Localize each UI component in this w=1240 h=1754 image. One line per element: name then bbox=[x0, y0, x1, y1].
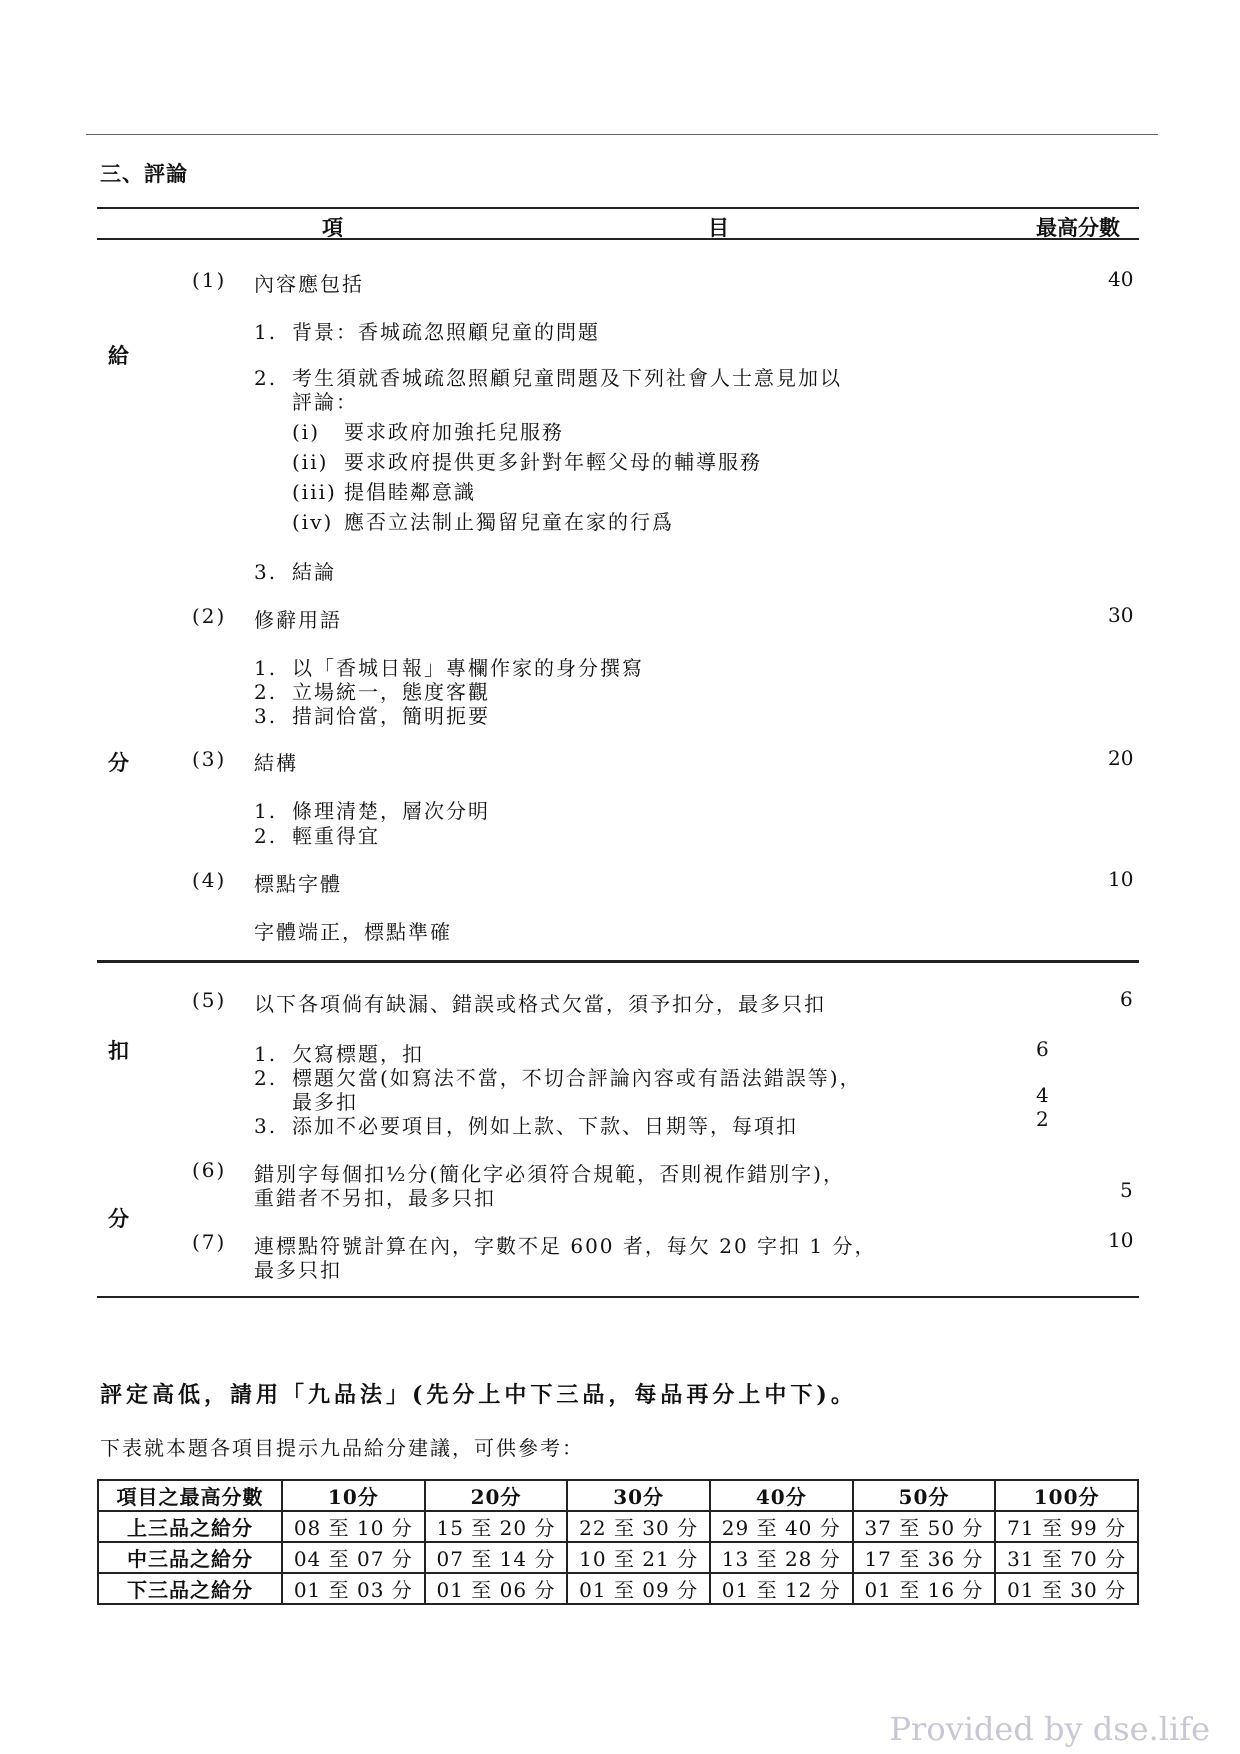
middle-rule bbox=[97, 960, 1139, 963]
grade-header-cell: 50分 bbox=[853, 1480, 996, 1511]
content-title: 內容應包括 bbox=[254, 272, 364, 296]
header-max-score: 最高分數 bbox=[1036, 215, 1120, 240]
content-sub-3 bbox=[292, 476, 476, 505]
punctuation-score: 10 bbox=[1108, 867, 1134, 891]
content-score: 40 bbox=[1108, 267, 1134, 291]
content-sub-2-text: 要求政府提供更多針對年輕父母的輔導服務 bbox=[344, 450, 762, 474]
content-sub-2-num: (ii) bbox=[292, 450, 329, 474]
punctuation-label: (4) bbox=[192, 868, 227, 892]
grade-cell: 37 至 50 分 bbox=[853, 1511, 996, 1542]
content-sub-3-text: 提倡睦鄰意識 bbox=[344, 480, 476, 504]
grade-row-label: 下三品之給分 bbox=[98, 1573, 282, 1604]
deduct-format-title: 以下各項倘有缺漏、錯誤或格式欠當，須予扣分，最多只扣 bbox=[254, 992, 826, 1016]
rhetoric-item-3-text: 措詞恰當，簡明扼要 bbox=[292, 704, 490, 728]
deduct-format-item-2-text: 標題欠當(如寫法不當，不切合評論內容或有語法錯誤等)， bbox=[292, 1066, 862, 1090]
deduct-format-item-1-value: 6 bbox=[1036, 1037, 1049, 1061]
content-sub-3-num: (iii) bbox=[292, 480, 337, 504]
structure-item-2-num: 2. bbox=[254, 824, 278, 848]
grade-cell: 01 至 09 分 bbox=[567, 1573, 710, 1604]
content-sub-4-text: 應否立法制止獨留兒童在家的行爲 bbox=[344, 510, 674, 534]
grade-cell: 04 至 07 分 bbox=[282, 1542, 425, 1573]
table-row bbox=[98, 1573, 1138, 1604]
rhetoric-title: 修辭用語 bbox=[254, 608, 342, 632]
content-item-2-num: 2. bbox=[254, 366, 278, 390]
content-item-1-text: 背景：香城疏忽照顧兒童的問題 bbox=[292, 320, 600, 344]
deduct-format-item-2-value: 4 bbox=[1036, 1083, 1049, 1107]
grade-cell: 01 至 12 分 bbox=[710, 1573, 853, 1604]
structure-item-1-text: 條理清楚，層次分明 bbox=[292, 799, 490, 823]
structure-item-2 bbox=[254, 820, 380, 849]
content-item-3-num: 3. bbox=[254, 560, 278, 584]
structure-item-2-text: 輕重得宜 bbox=[292, 824, 380, 848]
rhetoric-item-3-num: 3. bbox=[254, 704, 278, 728]
grade-cell: 01 至 03 分 bbox=[282, 1573, 425, 1604]
deduct-typo-label: (6) bbox=[192, 1158, 227, 1182]
content-item-2-text: 考生須就香城疏忽照顧兒童問題及下列社會人士意見加以 bbox=[292, 366, 842, 390]
grade-cell: 13 至 28 分 bbox=[710, 1542, 853, 1573]
deduct-format-item-3-num: 3. bbox=[254, 1114, 278, 1138]
note-grading: 評定高低，請用「九品法」(先分上中下三品，每品再分上中下)。 bbox=[100, 1382, 857, 1408]
deduct-length-line1: 連標點符號計算在內，字數不足 600 者，每欠 20 字扣 1 分， bbox=[254, 1234, 877, 1258]
content-label: (1) bbox=[192, 268, 227, 292]
structure-score: 20 bbox=[1108, 746, 1134, 770]
deduct-typo-score: 5 bbox=[1120, 1178, 1133, 1202]
rhetoric-item-2-num: 2. bbox=[254, 680, 278, 704]
content-item-3-text: 結論 bbox=[292, 560, 336, 584]
content-sub-4 bbox=[292, 506, 674, 535]
grade-row-label: 中三品之給分 bbox=[98, 1542, 282, 1573]
side-label-deduct-2: 分 bbox=[108, 1206, 129, 1231]
section-title: 三、評論 bbox=[100, 161, 188, 186]
rhetoric-item-1-num: 1. bbox=[254, 656, 278, 680]
grade-row-label: 上三品之給分 bbox=[98, 1511, 282, 1542]
grade-cell: 15 至 20 分 bbox=[425, 1511, 568, 1542]
side-label-give-2: 分 bbox=[108, 750, 129, 775]
side-label-give-1: 給 bbox=[108, 343, 129, 368]
grade-cell: 17 至 36 分 bbox=[853, 1542, 996, 1573]
grade-cell: 07 至 14 分 bbox=[425, 1542, 568, 1573]
deduct-typo-line1: 錯別字每個扣½分(簡化字必須符合規範，否則視作錯別字)， bbox=[254, 1162, 845, 1186]
content-item-3 bbox=[254, 556, 336, 585]
grade-table bbox=[97, 1479, 1139, 1605]
grade-cell: 01 至 30 分 bbox=[995, 1573, 1138, 1604]
content-sub-4-num: (iv) bbox=[292, 510, 334, 534]
grade-cell: 01 至 06 分 bbox=[425, 1573, 568, 1604]
deduct-format-label: (5) bbox=[192, 988, 227, 1012]
rhetoric-item-2-text: 立場統一，態度客觀 bbox=[292, 680, 490, 704]
deduct-format-item-1-text: 欠寫標題，扣 bbox=[292, 1042, 424, 1066]
content-item-1 bbox=[254, 316, 600, 345]
deduct-typo-line2: 重錯者不另扣，最多只扣 bbox=[254, 1186, 496, 1210]
deduct-length-score: 10 bbox=[1108, 1228, 1134, 1252]
punctuation-title: 標點字體 bbox=[254, 872, 342, 896]
structure-item-1-num: 1. bbox=[254, 799, 278, 823]
rhetoric-label: (2) bbox=[192, 604, 227, 628]
content-item-2-cont: 評論： bbox=[292, 390, 358, 414]
grade-header-cell: 40分 bbox=[710, 1480, 853, 1511]
content-item-1-num: 1. bbox=[254, 320, 278, 344]
header-col2: 目 bbox=[708, 215, 729, 240]
header-item: 項 bbox=[322, 215, 343, 240]
side-label-deduct-1: 扣 bbox=[108, 1038, 129, 1063]
grade-cell: 29 至 40 分 bbox=[710, 1511, 853, 1542]
watermark-link[interactable]: Provided by dse.life bbox=[889, 1710, 1210, 1748]
content-sub-1 bbox=[292, 416, 564, 445]
deduct-format-score: 6 bbox=[1120, 987, 1133, 1011]
deduct-format-item-2-cont: 最多扣 bbox=[292, 1090, 358, 1114]
bottom-rule bbox=[97, 1296, 1139, 1298]
rhetoric-score: 30 bbox=[1108, 603, 1134, 627]
grade-cell: 71 至 99 分 bbox=[995, 1511, 1138, 1542]
grade-header-cell: 20分 bbox=[425, 1480, 568, 1511]
content-sub-2 bbox=[292, 446, 762, 475]
structure-title: 結構 bbox=[254, 751, 298, 775]
grade-cell: 08 至 10 分 bbox=[282, 1511, 425, 1542]
grade-header-cell: 100分 bbox=[995, 1480, 1138, 1511]
deduct-format-item-3-text: 添加不必要項目，例如上款、下款、日期等，每項扣 bbox=[292, 1114, 798, 1138]
grade-cell: 22 至 30 分 bbox=[567, 1511, 710, 1542]
deduct-length-line2: 最多只扣 bbox=[254, 1258, 342, 1282]
deduct-format-item-1-num: 1. bbox=[254, 1042, 278, 1066]
table-row bbox=[98, 1542, 1138, 1573]
header-rule bbox=[97, 238, 1139, 240]
grade-header-cell: 10分 bbox=[282, 1480, 425, 1511]
grade-header-cell: 項目之最高分數 bbox=[98, 1480, 282, 1511]
rhetoric-item-3 bbox=[254, 700, 490, 729]
content-sub-1-text: 要求政府加強托兒服務 bbox=[344, 420, 564, 444]
structure-label: (3) bbox=[192, 747, 227, 771]
deduct-format-item-2-num: 2. bbox=[254, 1066, 278, 1090]
content-sub-1-num: (i) bbox=[292, 420, 321, 444]
grade-cell: 31 至 70 分 bbox=[995, 1542, 1138, 1573]
table-row bbox=[98, 1511, 1138, 1542]
deduct-format-item-3-value: 2 bbox=[1036, 1107, 1049, 1131]
note-table: 下表就本題各項目提示九品給分建議，可供參考： bbox=[100, 1436, 584, 1460]
grade-header-cell: 30分 bbox=[567, 1480, 710, 1511]
deduct-length-label: (7) bbox=[192, 1230, 227, 1254]
grade-cell: 10 至 21 分 bbox=[567, 1542, 710, 1573]
table-top-rule bbox=[97, 207, 1139, 209]
top-rule bbox=[86, 134, 1158, 135]
deduct-format-item-3 bbox=[254, 1110, 798, 1139]
punctuation-text: 字體端正，標點準確 bbox=[254, 920, 452, 944]
rhetoric-item-1-text: 以「香城日報」專欄作家的身分撰寫 bbox=[292, 656, 644, 680]
grade-cell: 01 至 16 分 bbox=[853, 1573, 996, 1604]
grade-table-header bbox=[98, 1480, 1138, 1511]
